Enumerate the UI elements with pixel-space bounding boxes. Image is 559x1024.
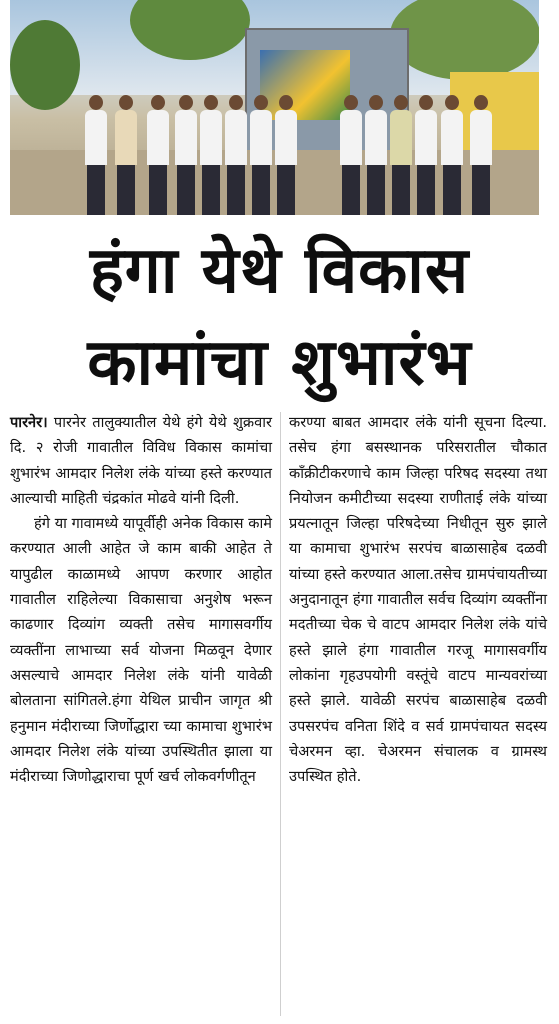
headline-line-1: हंगा येथे विकास xyxy=(89,234,470,308)
article-paragraph: हंगे या गावामध्ये यापूर्वीही अनेक विकास कामे करण्यात आली आहेत जे काम बाकी आहेत ते यापुढील काळामध्ये आपण करणार आहोत गावातील राहिलेल्या विकासाचा अनुशेष भरून काढणार दिव्यांग व्यक्ती तसेच मागासवर्गीय व्यक्तींना लाभाच्या सर्व योजना मिळवून देणार असल्याचे आमदार निलेश लंके यांनी यावेळी बोलताना सांगितले.हंगा येथिल प्राचीन जागृत श्री हनुमान मंदीराच्या जिर्णोद्धारा च्या कामाचा शुभारंभ आमदार निलेश लंके यांच्या उपस्थितीत झाला या मंदीराच्या जिणोद्धाराचा पूर्ण खर्च लोकवर्गणीतून xyxy=(10,515,272,786)
article-column-left xyxy=(10,410,272,789)
headline-line-2: कामांचा शुभारंभ xyxy=(87,326,472,400)
photo-crowd xyxy=(85,70,505,215)
dateline: पारनेर। xyxy=(10,414,48,431)
news-photo xyxy=(10,0,539,215)
column-divider xyxy=(280,412,281,1016)
article-paragraph: करण्या बाबत आमदार लंके यांनी सूचना दिल्या. तसेच हंगा बसस्थानक परिसरातील चौकात काँक्रीटीकरणाचे काम जिल्हा परिषद सदस्या तथा नियोजन कमीटीच्या सदस्या राणीताई लंके यांच्या प्रयत्नातून जिल्हा परिषदेच्या निधीतून सुरु झाले या कामाचा शुभारंभ सरपंच बाळासाहेब दळवी यांच्या हस्ते करण्यात आला.तसेच ग्रामपंचायतीच्या अनुदानातून हंगा गावातील सर्वच दिव्यांग व्यक्तींना मदतीच्या चेक चे वाटप आमदार निलेश लंके यांचे हस्ते झाले हंगा गावातील गरजू मागासवर्गीय लोकांना गृहउपयोगी वस्तूंचे वाटप मान्यवरांच्या हस्ते झाले. यावेळी सरपंच बाळासाहेब दळवी उपसरपंच वनिता शिंदे व सर्व ग्रामपंचायत सदस्य चेअरमन व्हा. चेअरमन संचालक व ग्रामस्थ उपस्थित होते. xyxy=(289,414,547,786)
article-paragraph xyxy=(10,410,272,511)
paragraph-text: पारनेर तालुक्यातील येथे हंगे येथे शुक्रवार दि. २ रोजी गावातील विविध विकास कामांचा शुभारंभ आमदार निलेश लंके यांच्या हस्ते करण्यात आल्याची माहिती चंद्रकांत मोढवे यांनी दिली. xyxy=(10,414,272,507)
article-column-right xyxy=(289,410,547,789)
photo-tree xyxy=(10,20,80,110)
